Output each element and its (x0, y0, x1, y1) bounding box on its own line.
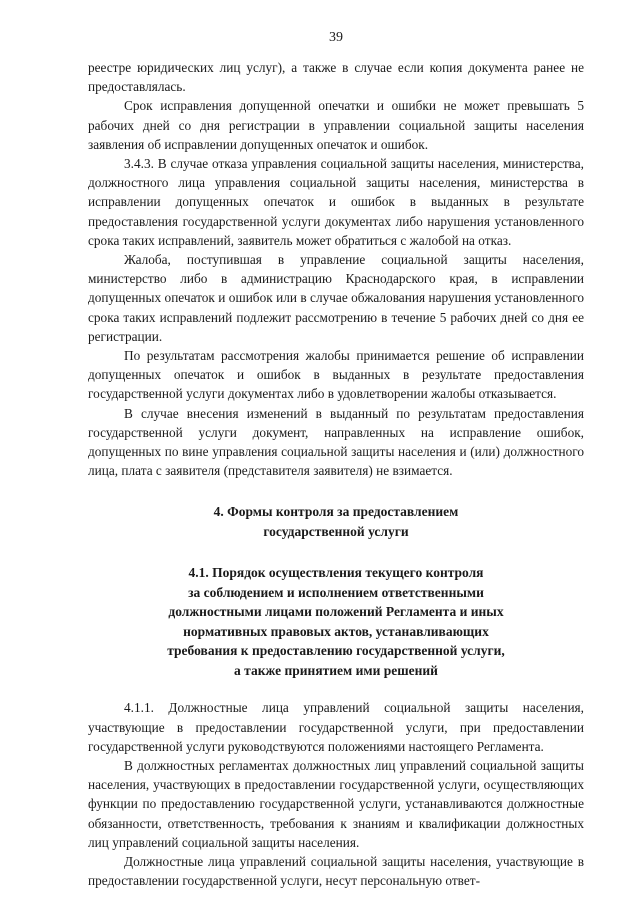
paragraph: реестре юридических лиц услуг), а также в случае если копия документа ранее не предоставлялась. (88, 60, 584, 95)
paragraph: По результатам рассмотрения жалобы принимается решение об исправлении допущенных опечаток и ошибок в выданных в результате предоставления государственной услуги документах либо в удовлетворении жалобы отказывается. (88, 348, 584, 402)
subsection-heading-line: 4.1. Порядок осуществления текущего контроля (188, 565, 484, 581)
section-heading-line: 4. Формы контроля за предоставлением (213, 504, 459, 520)
section-heading-line: государственной услуги (263, 523, 409, 539)
subsection-heading-line: а также принятием ими решений (234, 662, 438, 678)
subsection-heading (88, 563, 584, 680)
subsection-heading-line: должностными лицами положений Регламента и иных (168, 604, 504, 620)
paragraph: 4.1.1. Должностные лица управлений социальной защиты населения, участвующие в предоставлении государственной услуги, при предоставлении государственной услуги руководствуются положениями настоящего Регламента. (88, 700, 584, 754)
subsection-heading-line: за соблюдением и исполнением ответственными (188, 584, 484, 600)
section-heading (88, 502, 584, 541)
paragraph: Должностные лица управлений социальной защиты населения, участвующие в предоставлении государственной услуги, несут персональную ответ- (88, 854, 584, 889)
paragraph: В должностных регламентах должностных лиц управлений социальной защиты населения, участвующих в предоставлении государственной услуги, осуществляющих функции по предоставлению государственной услуги, устанавливаются должностные обязанности, ответственность, требования к знаниям и квалификации должностных лиц управлений социальной защиты населения. (88, 758, 584, 850)
subsection-heading-line: требования к предоставлению государственной услуги, (167, 643, 505, 659)
paragraph: В случае внесения изменений в выданный по результатам предоставления государственной услуги документ, направленных на исправление ошибок, допущенных по вине управления социальной защиты населения и (или) должностного лица, плата с заявителя (представителя заявителя) не взимается. (88, 405, 584, 479)
page-number: 39 (329, 30, 343, 45)
paragraph: Срок исправления допущенной опечатки и ошибки не может превышать 5 рабочих дней со дня регистрации в управлении социальной защиты населения заявления об исправлении допущенных опечаток и ошибок. (88, 98, 584, 152)
paragraph: Жалоба, поступившая в управление социальной защиты населения, министерство либо в администрацию Краснодарского края, в исправлении допущенных опечаток и ошибок или в случае обжалования нарушения установленного срока таких исправлений подлежит рассмотрению в течение 5 рабочих дней со дня ее регистрации. (88, 252, 584, 344)
paragraph: 3.4.3. В случае отказа управления социальной защиты населения, министерства, должностного лица управления социальной защиты населения, министерства в исправлении допущенных опечаток и ошибок в выданных в результате предоставления государственной услуги документах либо нарушения установленного срока таких исправлений, заявитель может обратиться с жалобой на отказ. (88, 156, 584, 248)
subsection-heading-line: нормативных правовых актов, устанавливающих (183, 623, 489, 639)
